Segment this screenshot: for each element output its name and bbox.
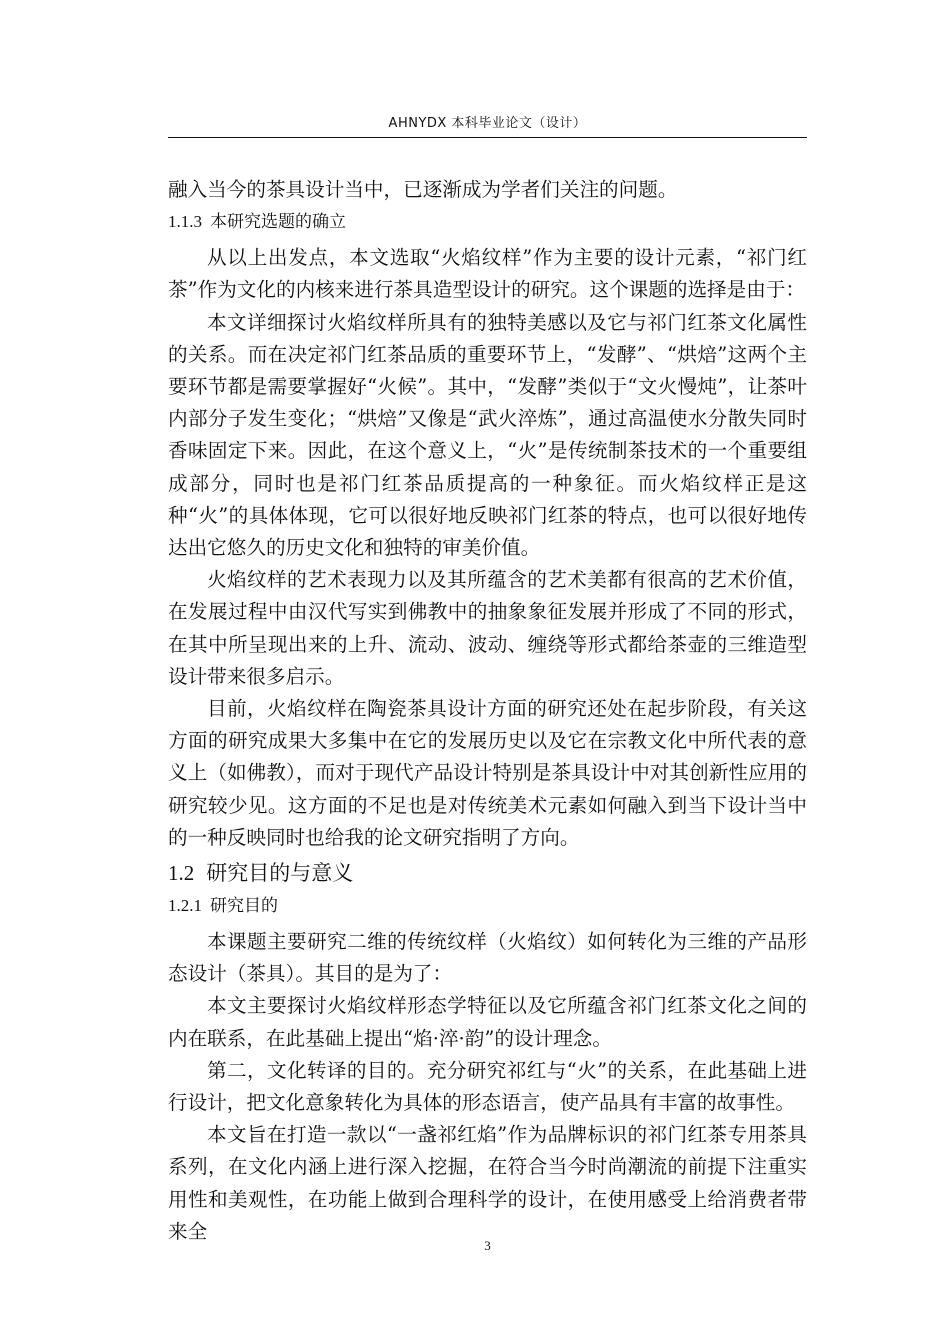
- section-title: 研究目的: [210, 896, 278, 917]
- paragraph: 第二，文化转译的目的。充分研究祁红与“火”的关系，在此基础上进行设计，把文化意象转化为具体的形态语言，使产品具有丰富的故事性。: [168, 1058, 807, 1115]
- section-heading-1-2: [168, 856, 807, 890]
- paragraph: 本文旨在打造一款以“一盏祁红焰”作为品牌标识的祁门红茶专用茶具系列，在文化内涵上进行深入挖掘，在符合当今时尚潮流的前提下注重实用性和美观性，在功能上做到合理科学的设计，在使用感受上给消费者带来全: [168, 1123, 807, 1243]
- page-number: 3: [484, 1238, 491, 1253]
- section-heading-1-1-3: [168, 207, 807, 237]
- paragraph: 本文主要探讨火焰纹样形态学特征以及它所蕴含祁门红茶文化之间的内在联系，在此基础上提出“焰·淬·韵”的设计理念。: [168, 994, 807, 1050]
- paragraph-continuation: 融入当今的茶具设计当中，已逐渐成为学者们关注的问题。: [168, 178, 678, 201]
- running-header: AHNYDX 本科毕业论文（设计）: [388, 116, 587, 131]
- page-body: [168, 174, 807, 1248]
- section-number: 1.2: [168, 861, 195, 886]
- paragraph: 本课题主要研究二维的传统纹样（火焰纹）如何转化为三维的产品形态设计（茶具）。其目的是为了：: [168, 930, 807, 986]
- paragraph: 从以上出发点，本文选取“火焰纹样”作为主要的设计元素，“祁门红茶”作为文化的内核来进行茶具造型设计的研究。这个课题的选择是由于：: [168, 246, 807, 302]
- section-title: 本研究选题的确立: [210, 212, 346, 233]
- paragraph: 本文详细探讨火焰纹样所具有的独特美感以及它与祁门红茶文化属性的关系。而在决定祁门红茶品质的重要环节上，“发酵”、“烘焙”这两个主要环节都是需要掌握好“火候”。其中，“发酵”类似于“文火慢炖”，让茶叶内部分子发生变化；“烘焙”又像是“武火淬炼”，通过高温使水分散失同时香味固定下来。因此，在这个意义上，“火”是传统制茶技术的一个重要组成部分，同时也是祁门红茶品质提高的一种象征。而火焰纹样正是这种“火”的具体体现，它可以很好地反映祁门红茶的特点，也可以很好地传达出它悠久的历史文化和独特的审美价值。: [168, 310, 807, 560]
- section-number: 1.1.3: [168, 212, 202, 232]
- section-title: 研究目的与意义: [206, 861, 354, 886]
- paragraph: 目前，火焰纹样在陶瓷茶具设计方面的研究还处在起步阶段，有关这方面的研究成果大多集中在它的发展历史以及它在宗教文化中所代表的意义上（如佛教），而对于现代产品设计特别是茶具设计中对其创新性应用的研究较少见。这方面的不足也是对传统美术元素如何融入到当下设计当中的一种反映同时也给我的论文研究指明了方向。: [168, 697, 807, 849]
- section-number: 1.2.1: [168, 896, 202, 916]
- header-rule: [168, 137, 807, 138]
- paragraph: 火焰纹样的艺术表现力以及其所蕴含的艺术美都有很高的艺术价值，在发展过程中由汉代写实到佛教中的抽象象征发展并形成了不同的形式，在其中所呈现出来的上升、流动、波动、缠绕等形式都给茶壶的三维造型设计带来很多启示。: [168, 568, 807, 688]
- section-heading-1-2-1: [168, 891, 807, 921]
